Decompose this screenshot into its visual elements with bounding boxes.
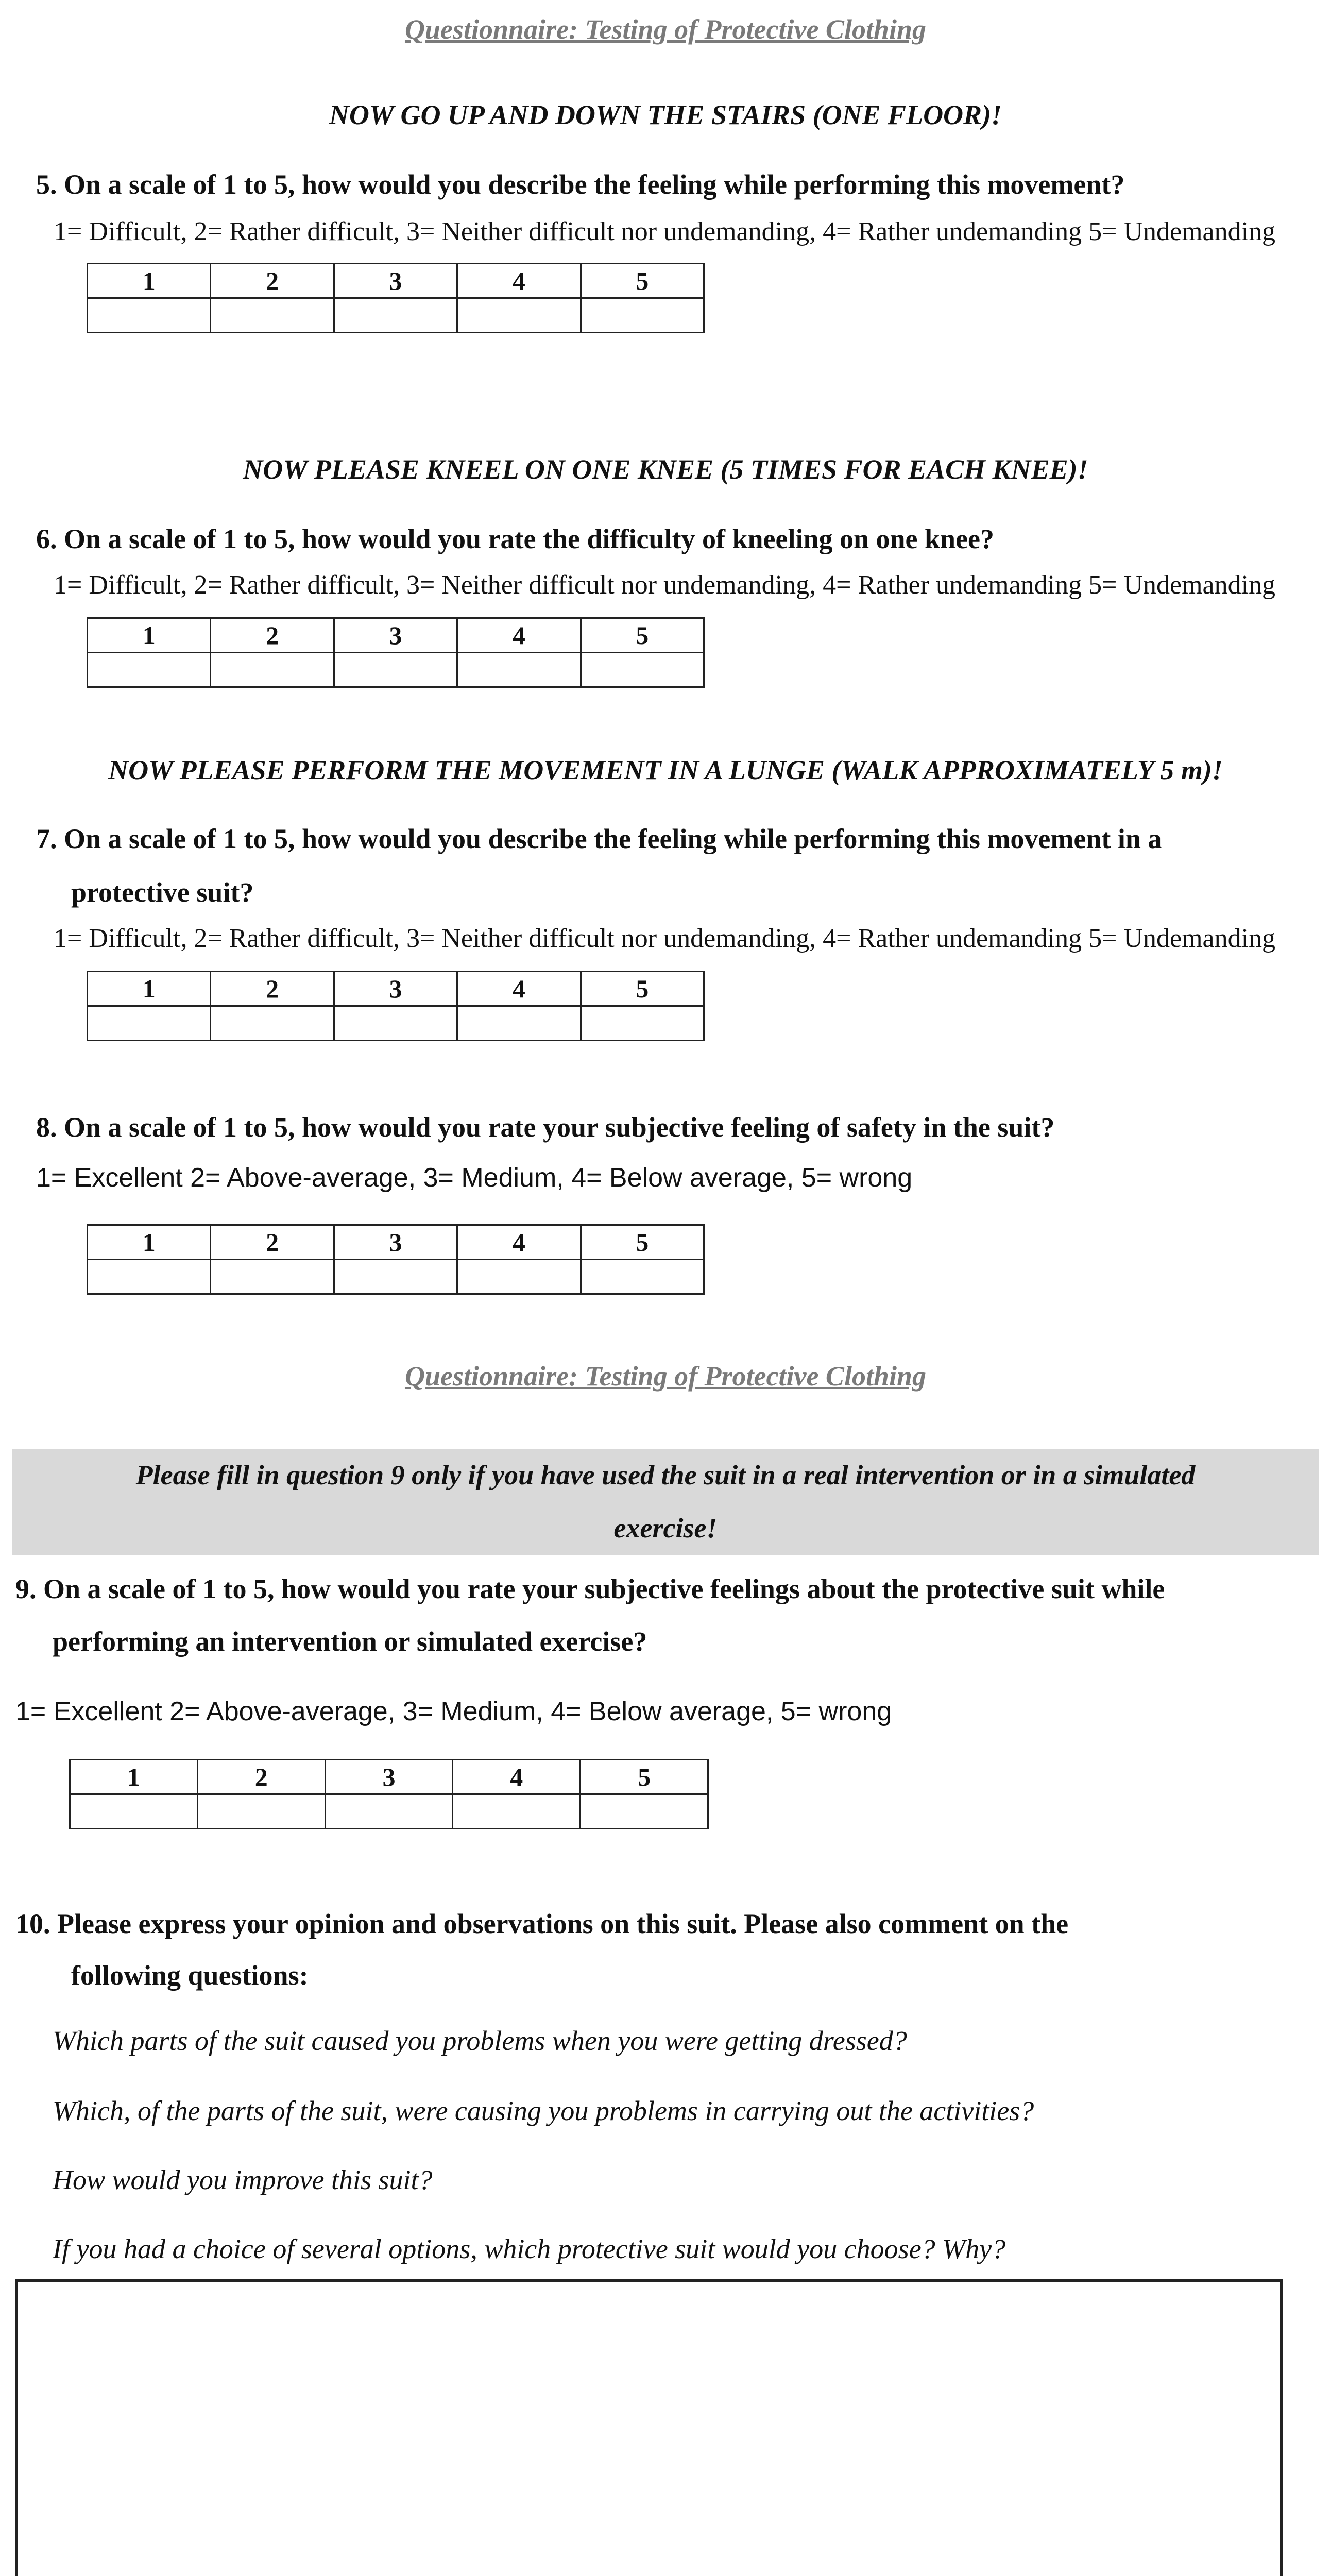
- rating-label-4: 4: [453, 1760, 581, 1794]
- rating-label-5: 5: [581, 1760, 708, 1794]
- rating-cell-3[interactable]: [334, 298, 457, 333]
- rating-label-3: 3: [334, 618, 457, 653]
- rating-label-2: 2: [211, 972, 334, 1006]
- question-9-line2: performing an intervention or simulated exercise?: [53, 1626, 647, 1657]
- rating-cell-1[interactable]: [70, 1794, 198, 1829]
- question-8: 8. On a scale of 1 to 5, how would you rate your subjective feeling of safety in the suit?: [36, 1112, 1055, 1143]
- rating-cell-4[interactable]: [457, 298, 581, 333]
- rating-cell-3[interactable]: [334, 1260, 457, 1294]
- notice-line-1: Please fill in question 9 only if you have used the suit in a real intervention or in a simulated: [135, 1460, 1196, 1490]
- rating-cell-4[interactable]: [457, 1006, 581, 1041]
- question-6: 6. On a scale of 1 to 5, how would you rate the difficulty of kneeling on one knee?: [36, 523, 995, 554]
- rating-cell-4[interactable]: [453, 1794, 581, 1829]
- rating-cell-1[interactable]: [88, 1260, 211, 1294]
- question-9-line1: 9. On a scale of 1 to 5, how would you rate your subjective feelings about the protective suit while: [15, 1573, 1165, 1604]
- scale-legend-q9: 1= Excellent 2= Above-average, 3= Medium, 4= Below average, 5= wrong: [15, 1697, 892, 1726]
- rating-label-3: 3: [334, 1225, 457, 1260]
- rating-label-1: 1: [88, 618, 211, 653]
- rating-answer-row: [88, 1006, 704, 1041]
- scale-legend-q6: 1= Difficult, 2= Rather difficult, 3= Neither difficult nor undemanding, 4= Rather undemanding 5= Undemanding: [54, 570, 1276, 600]
- rating-answer-row: [88, 653, 704, 687]
- rating-cell-5[interactable]: [581, 653, 704, 687]
- rating-cell-5[interactable]: [581, 298, 704, 333]
- prompt-activity-problems: Which, of the parts of the suit, were causing you problems in carrying out the activities?: [53, 2095, 1034, 2126]
- rating-cell-1[interactable]: [88, 1006, 211, 1041]
- rating-label-4: 4: [457, 1225, 581, 1260]
- rating-cell-2[interactable]: [211, 298, 334, 333]
- rating-cell-5[interactable]: [581, 1260, 704, 1294]
- question-10-line1: 10. Please express your opinion and observations on this suit. Please also comment on the: [15, 1908, 1069, 1939]
- rating-label-3: 3: [334, 972, 457, 1006]
- document-title-repeat: Questionnaire: Testing of Protective Clothing: [404, 1361, 927, 1392]
- scale-legend-q8: 1= Excellent 2= Above-average, 3= Medium, 4= Below average, 5= wrong: [36, 1163, 913, 1193]
- notice-line-2: exercise!: [613, 1513, 718, 1544]
- question-7-line1: 7. On a scale of 1 to 5, how would you describe the feeling while performing this movement in a: [36, 823, 1162, 854]
- rating-label-2: 2: [211, 1225, 334, 1260]
- prompt-suit-choice: If you had a choice of several options, which protective suit would you choose? Why?: [53, 2233, 1006, 2264]
- rating-label-4: 4: [457, 618, 581, 653]
- rating-table-q7: [87, 971, 705, 1041]
- rating-label-2: 2: [211, 264, 334, 298]
- rating-answer-row: [88, 1260, 704, 1294]
- rating-table-q9: [69, 1759, 709, 1829]
- rating-cell-5[interactable]: [581, 1794, 708, 1829]
- scale-legend-q7: 1= Difficult, 2= Rather difficult, 3= Neither difficult nor undemanding, 4= Rather undemanding 5= Undemanding: [54, 924, 1276, 953]
- rating-label-5: 5: [581, 972, 704, 1006]
- rating-cell-3[interactable]: [334, 1006, 457, 1041]
- rating-label-2: 2: [211, 618, 334, 653]
- rating-table-q8: [87, 1224, 705, 1295]
- rating-label-3: 3: [334, 264, 457, 298]
- rating-header-row: [70, 1760, 708, 1794]
- prompt-dressing-problems: Which parts of the suit caused you problems when you were getting dressed?: [53, 2025, 907, 2056]
- rating-label-1: 1: [70, 1760, 198, 1794]
- rating-cell-4[interactable]: [457, 1260, 581, 1294]
- rating-table-q6: [87, 617, 705, 688]
- rating-label-1: 1: [88, 264, 211, 298]
- instruction-lunge: NOW PLEASE PERFORM THE MOVEMENT IN A LUNGE (WALK APPROXIMATELY 5 m)!: [108, 755, 1223, 786]
- question-10-line2: following questions:: [71, 1960, 309, 1991]
- notice-banner: [12, 1449, 1319, 1555]
- rating-label-1: 1: [88, 972, 211, 1006]
- rating-cell-3[interactable]: [325, 1794, 453, 1829]
- rating-label-4: 4: [457, 264, 581, 298]
- rating-answer-row: [70, 1794, 708, 1829]
- rating-cell-1[interactable]: [88, 298, 211, 333]
- rating-answer-row: [88, 298, 704, 333]
- rating-header-row: [88, 1225, 704, 1260]
- rating-cell-5[interactable]: [581, 1006, 704, 1041]
- rating-cell-3[interactable]: [334, 653, 457, 687]
- rating-cell-2[interactable]: [211, 1260, 334, 1294]
- rating-header-row: [88, 618, 704, 653]
- rating-label-5: 5: [581, 618, 704, 653]
- question-5: 5. On a scale of 1 to 5, how would you describe the feeling while performing this movement?: [36, 169, 1125, 200]
- rating-label-4: 4: [457, 972, 581, 1006]
- scale-legend-q5: 1= Difficult, 2= Rather difficult, 3= Neither difficult nor undemanding, 4= Rather undemanding 5= Undemanding: [54, 217, 1276, 246]
- rating-label-5: 5: [581, 1225, 704, 1260]
- document-title: Questionnaire: Testing of Protective Clothing: [404, 14, 927, 45]
- rating-header-row: [88, 264, 704, 298]
- question-7-line2: protective suit?: [71, 877, 254, 908]
- rating-cell-2[interactable]: [211, 653, 334, 687]
- rating-label-5: 5: [581, 264, 704, 298]
- prompt-improvement: How would you improve this suit?: [53, 2164, 433, 2195]
- rating-header-row: [88, 972, 704, 1006]
- rating-label-2: 2: [197, 1760, 325, 1794]
- rating-label-1: 1: [88, 1225, 211, 1260]
- rating-cell-1[interactable]: [88, 653, 211, 687]
- rating-cell-2[interactable]: [211, 1006, 334, 1041]
- rating-cell-4[interactable]: [457, 653, 581, 687]
- opinion-answer-box[interactable]: [15, 2279, 1283, 2576]
- rating-table-q5: [87, 263, 705, 333]
- instruction-stairs: NOW GO UP AND DOWN THE STAIRS (ONE FLOOR)!: [329, 99, 1002, 130]
- instruction-kneel: NOW PLEASE KNEEL ON ONE KNEE (5 TIMES FOR EACH KNEE)!: [243, 454, 1088, 485]
- rating-label-3: 3: [325, 1760, 453, 1794]
- rating-cell-2[interactable]: [197, 1794, 325, 1829]
